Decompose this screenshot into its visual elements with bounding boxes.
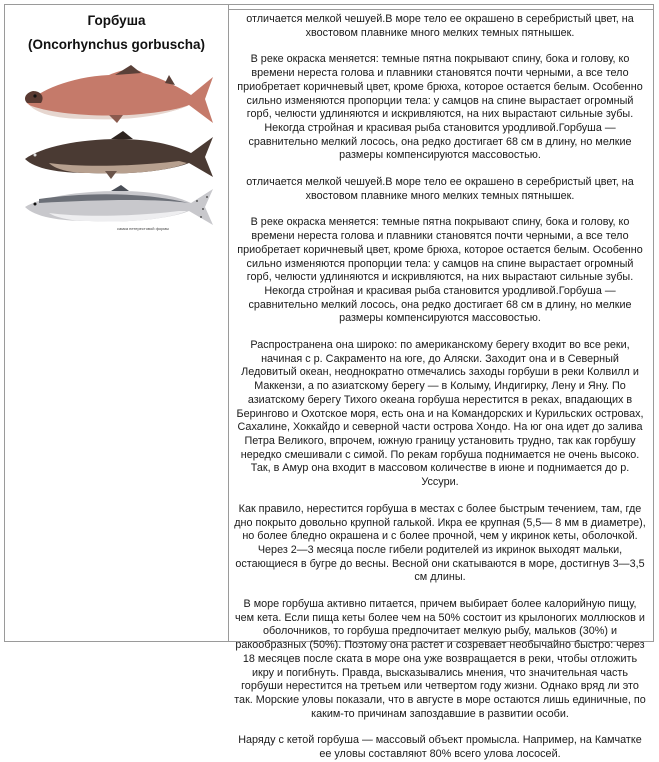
row-divider <box>228 9 653 10</box>
image-caption: самка нетерестовой формы <box>117 226 169 231</box>
paragraph: В море горбуша активно питается, причем выбирает более калорийную пищу, чем кета. Если пища кеты более чем на 50% состоит из крылоногих моллюсков и оболочников, то горбуша предпочитает мелкую рыбу, мальков (30%) и ракообразных (50%). Поэтому она растет и созревает необычайно быстро: через 18 месяцев после ската в море она уже возвращается в реки, чтобы отложить икру и погибнуть. Правда, высказывались мнения, что значительная часть горбуши нерестится на третьем или четвертом году жизни. Однако вряд ли это так. Морские уловы показали, что в августе в море остаются лишь единичные, по каким-то причинам запоздавшие в развитии особи. <box>234 598 646 720</box>
fish-spawning-female-image <box>19 131 215 181</box>
fish-spawning-male-image <box>19 65 215 125</box>
description-cell <box>233 13 647 761</box>
paragraph: В реке окраска меняется: темные пятна покрывают спину, бока и голову, ко времени нереста голова и плавники становятся почти черными, а все тело приобретает коричневый цвет, кроме брюха, которое остается белым. Особенно сильно изменяются пропорции тела: у самцов на спине вырастает огромный горб, челюсти удлиняются и искривляются, на них вырастают сильные зубы. Некогда стройная и красивая рыба становится уродливой.Горбуша — сравнительно мелкий лосось, она редко достигает 68 см в длину, но мелкие размеры компенсируются массовостью. <box>237 53 643 162</box>
paragraph: отличается мелкой чешуей.В море тело ее окрашено в серебристый цвет, на хвостовом плавнике много мелких темных пятнышек. <box>246 176 634 202</box>
fish-sea-form-image <box>19 185 215 229</box>
paragraph: отличается мелкой чешуей.В море тело ее окрашено в серебристый цвет, на хвостовом плавнике много мелких темных пятнышек. <box>246 13 634 39</box>
paragraph: Как правило, нерестится горбуша в местах с более быстрым течением, там, где дно покрыто довольно крупной галькой. Икра ее крупная (5,5— 8 мм в диаметре), но более бледно окрашена и с более прочной, чем у икринок кеты, оболочкой. Через 2—3 месяца после гибели родителей из икринок выходят мальки, остающиеся в бугре до весны. Весной они скатываются в море, достигнув 3—3,5 см длины. <box>234 502 646 584</box>
paragraph: Наряду с кетой горбуша — массовый объект промысла. Например, на Камчатке ее уловы составляют 80% всего улова лососей. <box>238 734 642 761</box>
species-cell <box>5 5 228 641</box>
column-divider <box>228 5 229 641</box>
paragraph: Распространена она широко: по американскому берегу входит во все реки, начиная с р. Сакраменто на юге, до Аляски. Заходит она и в Северный Ледовитый океан, неоднократно отмечались заходы горбуши в реки Колвилл и Маккензи, а по азиатскому берегу — в Колыму, Индигирку, Лену и Яну. По азиатскому берегу Тихого океана горбуша нерестится в реках, впадающих в Берингово и Охотское моря, есть она и на Командорских и Курильских островах, Сахалине, Хоккайдо и северной части острова Хондо. На юг она идет до залива Петра Великого, впрочем, южную границу установить трудно, так как горбушу нередко смешивали с симой. По рекам горбуша поднимается не очень высоко. Так, в Амур она входит в массовом количестве в июне и поднимается до р. Уссури. <box>236 339 644 489</box>
paragraph: В реке окраска меняется: темные пятна покрывают спину, бока и голову, ко времени нереста голова и плавники становятся почти черными, а все тело приобретает коричневый цвет, кроме брюха, которое остается белым. Особенно сильно изменяются пропорции тела: у самцов на спине вырастает огромный горб, челюсти удлиняются и искривляются, на них вырастают сильные зубы. Некогда стройная и красивая рыба становится уродливой.Горбуша — сравнительно мелкий лосось, она редко достигает 68 см в длину, но мелкие размеры компенсируются массовостью. <box>237 216 643 325</box>
species-table <box>4 4 654 761</box>
species-name: Горбуша <box>87 13 146 28</box>
species-latin-name: (Oncorhynchus gorbuscha) <box>27 37 206 52</box>
